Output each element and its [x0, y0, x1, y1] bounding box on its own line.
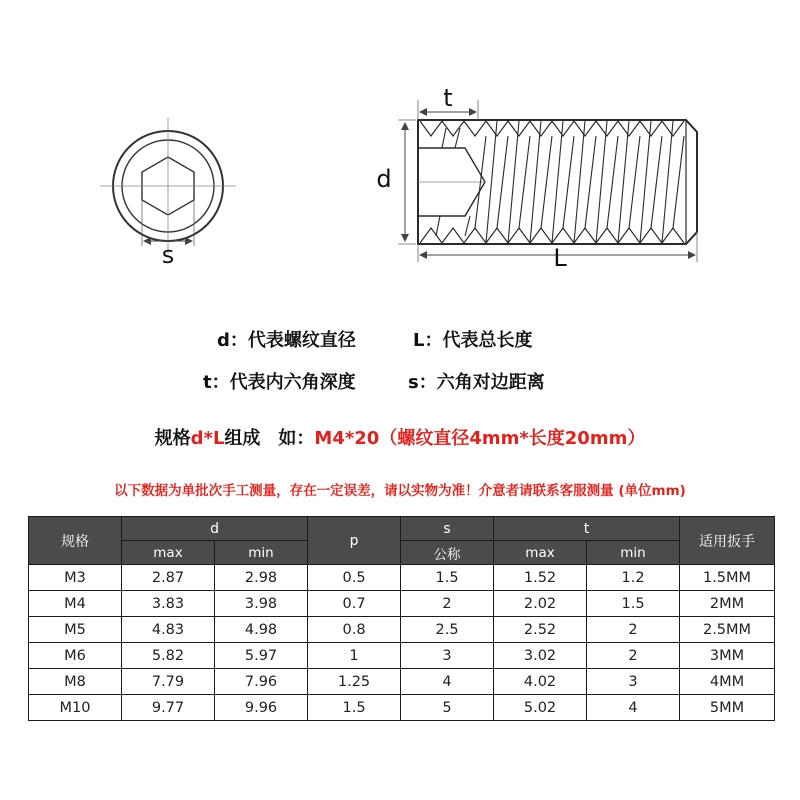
- header-d-max: max: [122, 541, 215, 565]
- cell-spec: M3: [29, 565, 122, 591]
- header-d: d: [122, 517, 308, 541]
- cell-d-max: 4.83: [122, 617, 215, 643]
- cell-s: 5: [401, 695, 494, 721]
- cell-t-max: 2.52: [494, 617, 587, 643]
- screw-diagram: [0, 0, 800, 300]
- legend-L: L：代表总长度: [413, 330, 533, 351]
- cell-d-min: 2.98: [215, 565, 308, 591]
- cell-s: 4: [401, 669, 494, 695]
- cell-t-min: 1.2: [587, 565, 680, 591]
- table-row: [29, 695, 775, 721]
- cell-s: 2: [401, 591, 494, 617]
- cell-t-max: 1.52: [494, 565, 587, 591]
- label-d: d: [376, 165, 392, 193]
- cell-wrench: 1.5MM: [680, 565, 775, 591]
- header-row: [29, 517, 775, 541]
- header-s-nominal: 公称: [401, 541, 494, 565]
- legend-d: d：代表螺纹直径: [217, 330, 356, 351]
- header-t-min: min: [587, 541, 680, 565]
- cell-wrench: 5MM: [680, 695, 775, 721]
- end-view: [100, 118, 236, 254]
- table-row: [29, 565, 775, 591]
- cell-t-max: 3.02: [494, 643, 587, 669]
- header-s: s: [401, 517, 494, 541]
- table-row: [29, 669, 775, 695]
- cell-spec: M5: [29, 617, 122, 643]
- header-t: t: [494, 517, 680, 541]
- cell-s: 2.5: [401, 617, 494, 643]
- cell-spec: M4: [29, 591, 122, 617]
- table-row: [29, 591, 775, 617]
- spec-table: [28, 516, 775, 721]
- cell-d-min: 5.97: [215, 643, 308, 669]
- table-row: [29, 643, 775, 669]
- cell-t-min: 4: [587, 695, 680, 721]
- header-wrench: 适用扳手: [680, 517, 775, 565]
- cell-d-min: 4.98: [215, 617, 308, 643]
- cell-t-max: 5.02: [494, 695, 587, 721]
- label-s: s: [161, 241, 175, 269]
- subheader-row: [29, 541, 775, 565]
- cell-d-max: 5.82: [122, 643, 215, 669]
- spec-line: [0, 424, 800, 450]
- spec-middle: 组成 如：: [224, 428, 315, 449]
- legend-s: s：六角对边距离: [408, 372, 545, 393]
- cell-d-min: 3.98: [215, 591, 308, 617]
- cell-p: 1: [308, 643, 401, 669]
- cell-wrench: 4MM: [680, 669, 775, 695]
- cell-wrench: 3MM: [680, 643, 775, 669]
- cell-s: 1.5: [401, 565, 494, 591]
- cell-p: 0.5: [308, 565, 401, 591]
- header-p: p: [308, 517, 401, 565]
- cell-t-min: 1.5: [587, 591, 680, 617]
- cell-p: 1.5: [308, 695, 401, 721]
- cell-d-max: 2.87: [122, 565, 215, 591]
- measurement-notice: 以下数据为单批次手工测量，存在一定误差，请以实物为准！介意者请联系客服测量 (单位mm): [114, 483, 686, 499]
- cell-t-max: 4.02: [494, 669, 587, 695]
- cell-spec: M8: [29, 669, 122, 695]
- header-d-min: min: [215, 541, 308, 565]
- label-t: t: [443, 84, 453, 112]
- spec-prefix: 规格: [154, 428, 191, 449]
- cell-t-min: 2: [587, 617, 680, 643]
- cell-d-max: 3.83: [122, 591, 215, 617]
- cell-d-max: 7.79: [122, 669, 215, 695]
- cell-p: 1.25: [308, 669, 401, 695]
- cell-t-min: 3: [587, 669, 680, 695]
- cell-d-min: 7.96: [215, 669, 308, 695]
- cell-wrench: 2.5MM: [680, 617, 775, 643]
- cell-s: 3: [401, 643, 494, 669]
- table-row: [29, 617, 775, 643]
- cell-d-max: 9.77: [122, 695, 215, 721]
- spec-dl: d*L: [190, 428, 225, 449]
- cell-d-min: 9.96: [215, 695, 308, 721]
- header-spec: 规格: [29, 517, 122, 565]
- cell-spec: M6: [29, 643, 122, 669]
- cell-spec: M10: [29, 695, 122, 721]
- spec-example: M4*20（螺纹直径4mm*长度20mm）: [314, 428, 646, 449]
- cell-t-max: 2.02: [494, 591, 587, 617]
- legend-t: t：代表内六角深度: [203, 372, 356, 393]
- label-L: L: [553, 244, 567, 272]
- header-t-max: max: [494, 541, 587, 565]
- cell-wrench: 2MM: [680, 591, 775, 617]
- cell-t-min: 2: [587, 643, 680, 669]
- cell-p: 0.7: [308, 591, 401, 617]
- cell-p: 0.8: [308, 617, 401, 643]
- side-view: [398, 100, 697, 262]
